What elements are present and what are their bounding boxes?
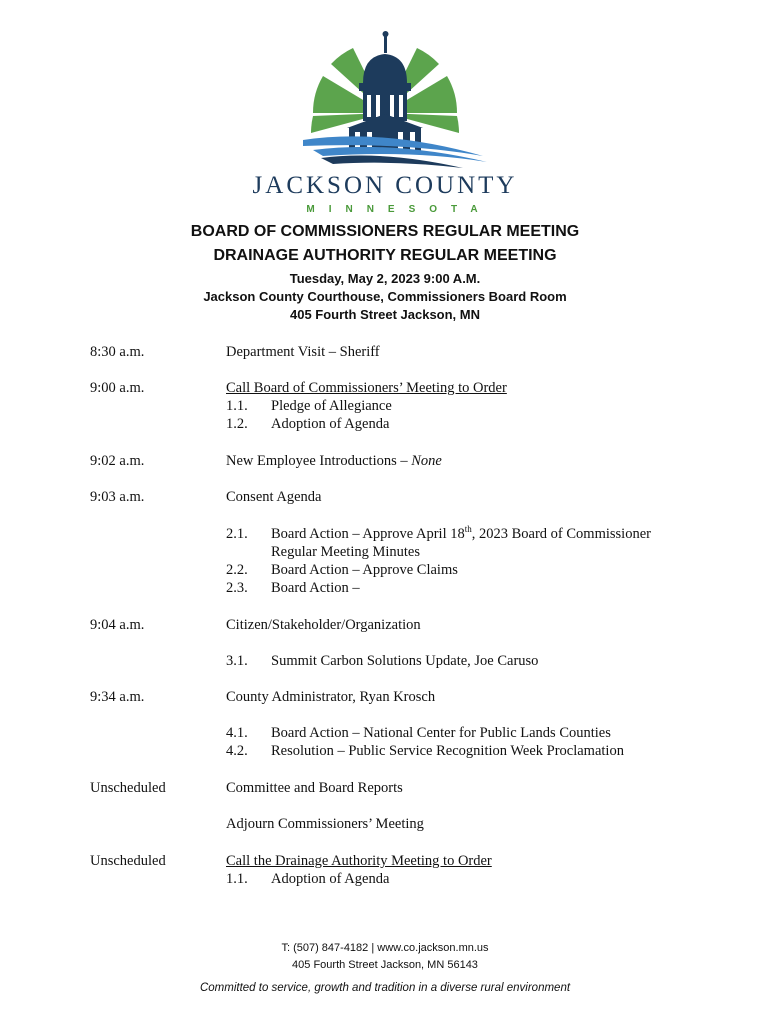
agenda-title-underlined: Call Board of Commissioners’ Meeting to Order [226,380,507,396]
agenda-title: Adjourn Commissioners’ Meeting [226,816,424,832]
item-number: 2.3. [226,580,248,596]
item-number: 2.1. [226,526,248,542]
item-text-part: , 2023 Board of Commissioner [471,526,651,542]
agenda-title-italic: None [411,453,442,469]
item-text: Board Action – [271,580,360,596]
item-number: 4.1. [226,725,248,741]
item-text: Adoption of Agenda [271,416,390,432]
item-number: 4.2. [226,743,248,759]
agenda-title-text: New Employee Introductions – [226,453,412,469]
agenda-time: 9:03 a.m. [90,489,145,505]
agenda-time: 9:34 a.m. [90,689,145,705]
logo-state-name: MINNESOTA [306,204,492,215]
meeting-date: Tuesday, May 2, 2023 9:00 A.M. [289,271,481,286]
item-text: Board Action – Approve Claims [271,562,458,578]
meeting-title: BOARD OF COMMISSIONERS REGULAR MEETING [190,223,580,240]
ordinal-suffix: th [464,524,472,535]
item-text [271,525,651,543]
item-text-part: Board Action – Approve April 18 [271,526,465,542]
agenda-title: Committee and Board Reports [226,780,403,796]
agenda-title: Consent Agenda [226,489,322,505]
meeting-address: 405 Fourth Street Jackson, MN [290,307,480,322]
footer-contact: T: (507) 847-4182 | www.co.jackson.mn.us [281,942,489,954]
item-text: Summit Carbon Solutions Update, Joe Caruso [271,653,539,669]
item-number: 2.2. [226,562,248,578]
meeting-subtitle: DRAINAGE AUTHORITY REGULAR MEETING [213,247,557,264]
agenda-time: 9:04 a.m. [90,617,145,633]
agenda-title: County Administrator, Ryan Krosch [226,689,436,705]
footer-tagline: Committed to service, growth and tradition in a diverse rural environment [199,982,571,994]
item-number: 3.1. [226,653,248,669]
footer-address: 405 Fourth Street Jackson, MN 56143 [292,959,478,971]
meeting-location: Jackson County Courthouse, Commissioners Board Room [203,289,567,304]
item-number: 1.1. [226,398,248,414]
agenda-title: Citizen/Stakeholder/Organization [226,617,421,633]
agenda-title: Department Visit – Sheriff [226,344,380,360]
agenda-time: 9:02 a.m. [90,453,145,469]
item-text: Pledge of Allegiance [271,398,392,414]
agenda-title [226,452,442,470]
agenda-time: Unscheduled [90,853,166,869]
agenda-time: Unscheduled [90,780,166,796]
item-number: 1.1. [226,871,248,887]
item-text-continued: Regular Meeting Minutes [271,544,421,560]
logo-county-name: JACKSON COUNTY [252,172,518,199]
item-text: Resolution – Public Service Recognition Week Proclamation [271,743,624,759]
agenda-time: 9:00 a.m. [90,380,145,396]
agenda-time: 8:30 a.m. [90,344,145,360]
item-text: Board Action – National Center for Public Lands Counties [271,725,611,741]
item-text: Adoption of Agenda [271,871,390,887]
agenda-title-underlined: Call the Drainage Authority Meeting to Order [226,853,492,869]
item-number: 1.2. [226,416,248,432]
